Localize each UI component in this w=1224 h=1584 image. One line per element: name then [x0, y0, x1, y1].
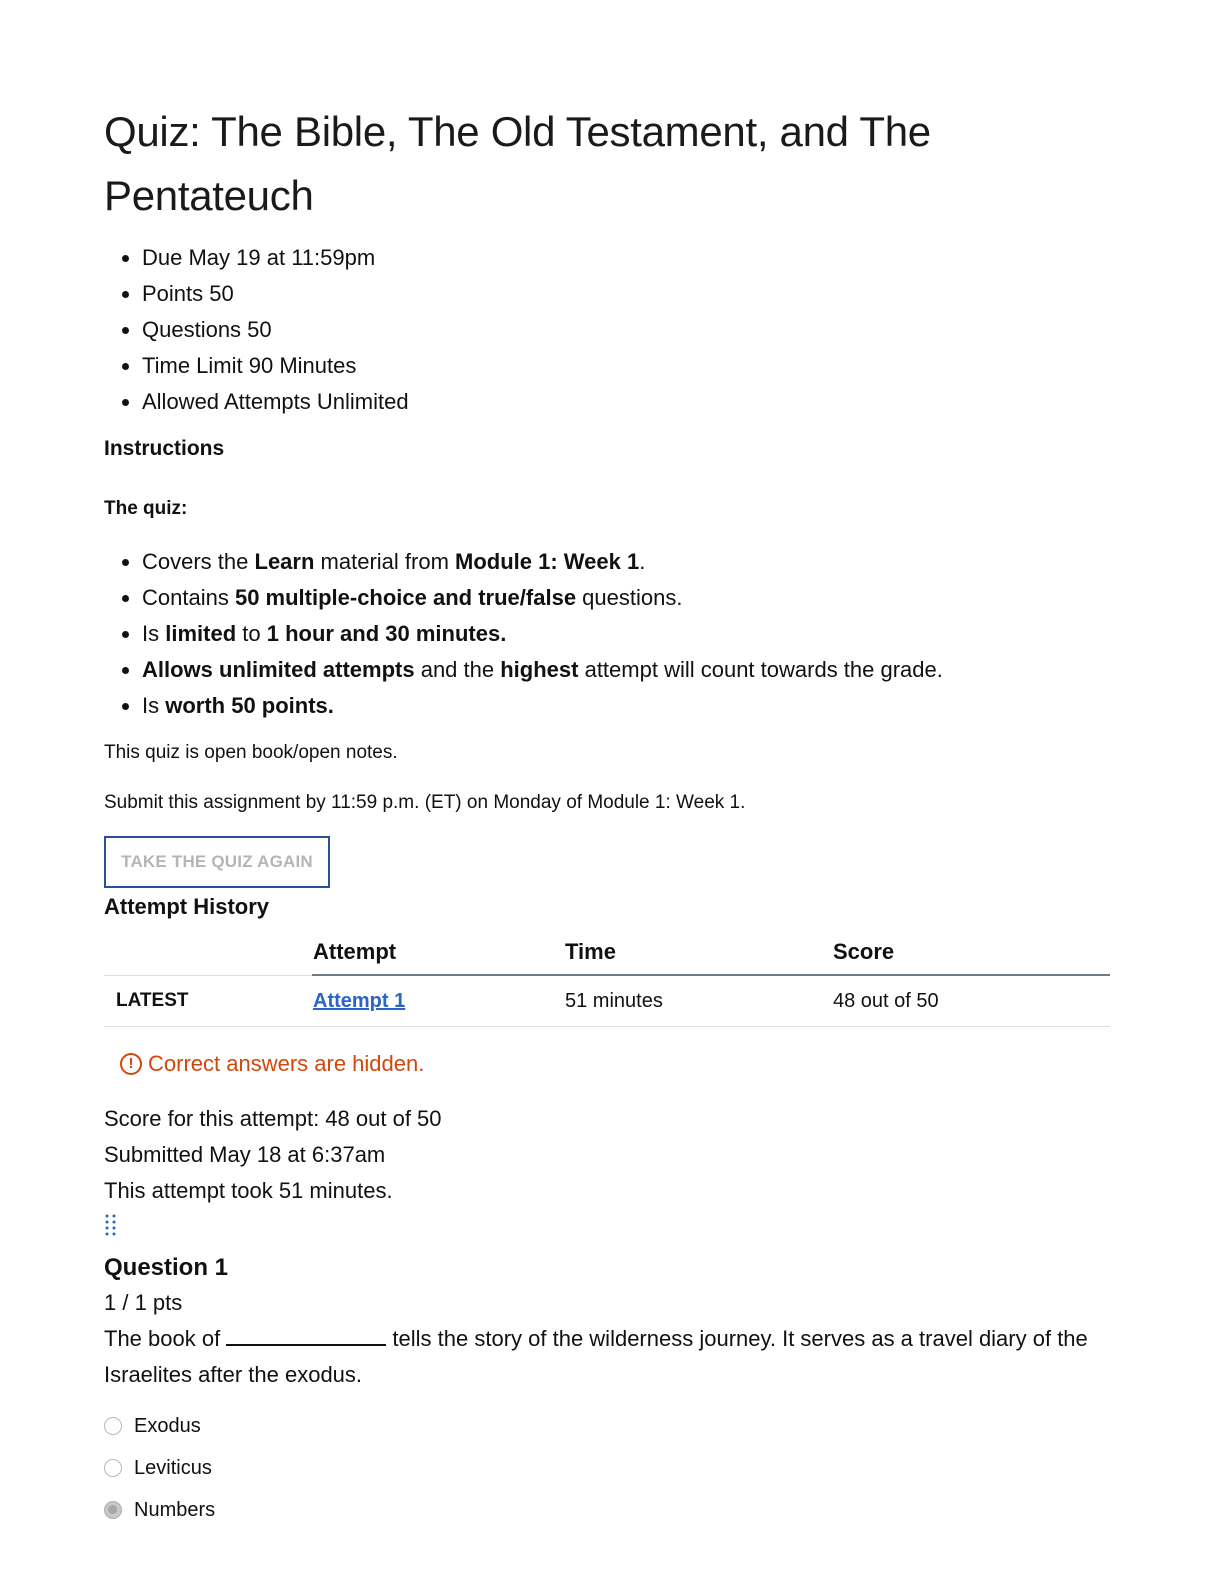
submitted-date: Submitted May 18 at 6:37am [104, 1142, 386, 1167]
score-summary [104, 1101, 1110, 1209]
quiz-meta-list [104, 240, 1110, 420]
instruction-segment: 50 multiple-choice and true/false [234, 585, 577, 610]
column-header-time: Time [564, 930, 832, 975]
instruction-item [142, 688, 1110, 724]
column-header-blank [104, 930, 312, 975]
instruction-segment: 1 hour and 30 minutes. [266, 621, 507, 646]
attempt-cell [312, 975, 564, 1027]
instruction-segment: questions. [576, 585, 683, 610]
attempt-duration: This attempt took 51 minutes. [104, 1178, 393, 1203]
instruction-segment: worth 50 points. [165, 693, 334, 718]
instruction-segment: Covers the [142, 549, 255, 574]
instruction-segment: highest [500, 657, 579, 682]
answers-hidden-text: Correct answers are hidden. [148, 1051, 425, 1076]
answer-options [104, 1405, 1110, 1531]
score-for-attempt: Score for this attempt: 48 out of 50 [104, 1106, 442, 1131]
attempt-link[interactable]: Attempt 1 [313, 989, 406, 1012]
instruction-segment: material from [314, 549, 456, 574]
score-cell: 48 out of 50 [832, 975, 1110, 1027]
instructions-lead: The quiz: [104, 498, 188, 519]
instructions-heading: Instructions [104, 437, 225, 460]
instruction-item [142, 616, 1110, 652]
instruction-item [142, 544, 1110, 580]
question-text [104, 1321, 1110, 1393]
quiz-page [104, 100, 1110, 1531]
answer-label: Numbers [134, 1498, 216, 1521]
answers-hidden-notice [120, 1049, 1110, 1079]
meta-time-limit: • Time Limit 90 Minutes [142, 348, 1110, 384]
answer-option[interactable] [104, 1447, 1110, 1489]
meta-questions: • Questions 50 [142, 312, 1110, 348]
radio-button[interactable] [104, 1417, 122, 1435]
instruction-segment: Is [142, 693, 166, 718]
meta-allowed-attempts: • Allowed Attempts Unlimited [142, 384, 1110, 420]
drag-handle-icon[interactable] [104, 1213, 124, 1245]
open-book-note: This quiz is open book/open notes. [104, 742, 398, 763]
instructions-list [104, 544, 1110, 724]
instruction-segment: Module 1: Week 1 [455, 549, 640, 574]
submit-note: Submit this assignment by 11:59 p.m. (ET) on Monday of Module 1: Week 1. [104, 792, 746, 813]
instruction-segment: to [236, 621, 267, 646]
table-row [104, 975, 1110, 1027]
column-header-attempt: Attempt [312, 930, 564, 975]
table-header-row [104, 930, 1110, 975]
instruction-segment: attempt will count towards the grade. [578, 657, 943, 682]
meta-due: • Due May 19 at 11:59pm [142, 240, 1110, 276]
instruction-segment: Allows unlimited attempts [142, 657, 415, 682]
instruction-item [142, 652, 1110, 688]
take-quiz-again-button[interactable]: TAKE THE QUIZ AGAIN [104, 836, 330, 888]
answer-label: Leviticus [134, 1456, 212, 1479]
question-points: 1 / 1 pts [104, 1290, 183, 1315]
instruction-segment: Learn [254, 549, 315, 574]
instruction-segment: . [639, 549, 646, 574]
page-title: Quiz: The Bible, The Old Testament, and The Pentateuch [104, 108, 931, 219]
instruction-segment: Contains [142, 585, 235, 610]
instruction-segment: Is [142, 621, 166, 646]
instruction-item [142, 580, 1110, 616]
question-title: Question 1 [104, 1254, 229, 1281]
instruction-segment: limited [165, 621, 237, 646]
answer-option[interactable] [104, 1489, 1110, 1531]
question-text-after: tells the story of the wilderness journey. It serves as a travel diary of the Israelites after the exodus. [104, 1326, 1088, 1387]
answer-option[interactable] [104, 1405, 1110, 1447]
warning-icon: ! [120, 1053, 142, 1075]
radio-button[interactable] [104, 1501, 122, 1519]
answer-label: Exodus [134, 1414, 201, 1437]
fill-blank [226, 1326, 386, 1346]
attempt-history-table [104, 930, 1110, 1027]
time-cell: 51 minutes [564, 975, 832, 1027]
question-text-before: The book of [104, 1326, 227, 1351]
meta-points: • Points 50 [142, 276, 1110, 312]
column-header-score: Score [832, 930, 1110, 975]
latest-label: LATEST [104, 975, 312, 1027]
attempt-history-heading: Attempt History [104, 894, 270, 919]
instruction-segment: and the [414, 657, 501, 682]
radio-button[interactable] [104, 1459, 122, 1477]
